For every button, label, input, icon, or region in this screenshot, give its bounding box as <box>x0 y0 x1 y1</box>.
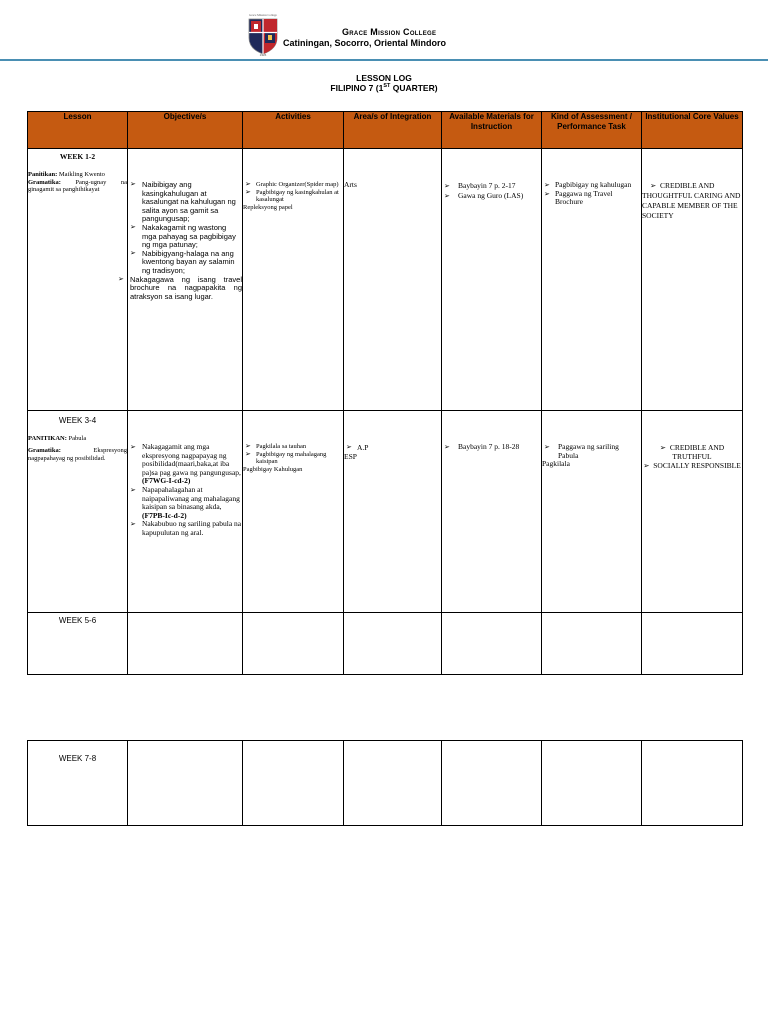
core-values-cell <box>642 411 743 613</box>
list-item: ➢ Pagbibigay ng kahulugan <box>544 180 632 189</box>
objectives-cell <box>128 411 243 613</box>
list-item: ➢ Nakabubuo ng sariling pabula na kapupulutan ng aral. <box>130 519 242 537</box>
arrow-bullet-icon: ➢ <box>544 181 550 189</box>
materials-cell <box>442 741 542 826</box>
gramatika-line: Gramatika: Pang-ugnay na ginagamit sa panghihikayat <box>28 178 128 194</box>
activities-cell <box>243 411 344 613</box>
page-header <box>0 0 768 64</box>
core-values-cell <box>642 149 743 411</box>
activity-extra: Repleksyong papel <box>243 203 293 211</box>
core-value-item: ➢ CREDIBLE AND TRUTHFUL <box>659 443 725 461</box>
activities-list <box>243 181 343 204</box>
assessment-list <box>542 181 641 207</box>
list-item: ➢ Nakagagawa ng isang travel brochure na nagpapakita ng atraksyon sa isang lugar. <box>118 274 242 301</box>
objectives-cell <box>128 741 243 826</box>
assessment-cell <box>542 411 642 613</box>
arrow-bullet-icon: ➢ <box>130 443 136 451</box>
assessment-cell <box>542 613 642 675</box>
integration-cell <box>344 411 442 613</box>
arrow-bullet-icon: ➢ <box>245 442 251 450</box>
list-item: ➢ Naibibigay ang kasingkahulugan at kasalungat na kahulugan ng salita ayon sa gamit sa pangungusap; <box>130 180 236 224</box>
assessment-cell <box>542 741 642 826</box>
objectives-list <box>118 180 242 301</box>
integration-cell <box>344 149 442 411</box>
table-header-row <box>28 112 743 149</box>
gramatika-line: Gramatika: Ekspresyong nagpapahayag ng posibilidad. <box>28 447 127 462</box>
lesson-cell <box>28 149 128 411</box>
week-label: WEEK 7-8 <box>58 754 97 763</box>
materials-cell <box>442 613 542 675</box>
column-header-lesson: Lesson <box>28 112 128 149</box>
integration-cell <box>344 741 442 826</box>
list-item: ➢ Nabibigyang-halaga na ang kwentong bayan ay salamin ng tradisyon; <box>130 248 235 275</box>
list-item: ➢ Paggawa ng sariling Pabula <box>544 442 619 460</box>
column-header-materials: Available Materials for Instruction <box>442 112 542 149</box>
core-values-cell <box>642 741 743 826</box>
lesson-cell <box>28 411 128 613</box>
assessment-list <box>542 443 641 460</box>
lesson-cell <box>28 613 128 675</box>
materials-cell <box>442 411 542 613</box>
list-item: ➢ Graphic Organizer(Spider map) <box>245 180 339 188</box>
week-label: WEEK 3-4 <box>58 416 97 425</box>
arrow-bullet-icon: ➢ <box>118 275 124 283</box>
list-item: ➢ Pagkilala sa tauhan <box>245 442 307 450</box>
list-item: ➢ Pagbibigay ng mahalagang kaisipan <box>245 449 327 465</box>
arrow-bullet-icon: ➢ <box>444 192 450 200</box>
header-divider <box>0 59 768 61</box>
list-item: ➢ Napapahalagahan at naipapaliwanag ang mahalagang kaisipan sa binasang akda, (F7PB-Ic-d-2) <box>130 484 240 520</box>
arrow-bullet-icon: ➢ <box>245 187 251 196</box>
objectives-cell <box>128 613 243 675</box>
school-name: Grace Mission College <box>342 27 437 37</box>
activities-cell <box>243 149 344 411</box>
activity-extra: Pagbibigay Kahulugan <box>243 465 303 473</box>
list-item: ➢ Paggawa ng Travel Brochure <box>544 188 613 207</box>
column-header-assessment: Kind of Assessment / Performance Task <box>542 112 642 149</box>
list-item: ➢ Baybayin 7 p. 18-28 <box>444 442 520 451</box>
lesson-log-table-continued <box>27 740 743 826</box>
college-logo <box>246 12 280 56</box>
materials-cell <box>442 149 542 411</box>
panitikan-line: Panitikan: Maikling Kwento <box>28 171 105 179</box>
arrow-bullet-icon: ➢ <box>130 520 136 529</box>
integration-extra: ESP <box>344 452 357 461</box>
activities-list <box>243 443 343 466</box>
school-address: Catiningan, Socorro, Oriental Mindoro <box>283 38 447 48</box>
core-values-cell <box>642 613 743 675</box>
activities-cell <box>243 613 344 675</box>
objectives-list <box>128 443 242 538</box>
document-title: LESSON LOG <box>356 73 412 83</box>
list-item: ➢ Baybayin 7 p. 2-17 <box>444 181 516 190</box>
column-header-core-values: Institutional Core Values <box>642 112 743 149</box>
document-subtitle: FILIPINO 7 (1ST QUARTER) <box>330 83 438 93</box>
svg-text:Grace Mission College: Grace Mission College <box>249 13 277 17</box>
table-row <box>28 149 743 411</box>
panitikan-line: PANITIKAN: Pabula <box>28 435 87 443</box>
integration-cell <box>344 613 442 675</box>
arrow-bullet-icon: ➢ <box>346 443 352 451</box>
arrow-bullet-icon: ➢ <box>544 189 550 198</box>
objectives-cell <box>118 149 243 411</box>
list-item: ➢ Pagbibigay ng kasingkahulan at kasalungat <box>245 187 339 203</box>
arrow-bullet-icon: ➢ <box>659 443 667 452</box>
integration-item: Arts <box>344 180 357 189</box>
integration-list <box>344 443 441 452</box>
materials-list <box>442 181 541 201</box>
arrow-bullet-icon: ➢ <box>245 449 251 458</box>
arrow-bullet-icon: ➢ <box>544 443 550 451</box>
arrow-bullet-icon: ➢ <box>130 223 136 231</box>
list-item: ➢ A.P <box>346 443 369 452</box>
list-item: ➢ Nakakagamit ng wastong mga pahayag sa pagbibigay ng mga patunay; <box>130 222 236 250</box>
assessment-extra: Pagkilala <box>542 459 570 469</box>
lesson-cell <box>28 741 128 826</box>
core-value-item: ➢ SOCIALLY RESPONSIBLE <box>643 461 741 470</box>
arrow-bullet-icon: ➢ <box>643 461 650 470</box>
week-label: WEEK 1-2 <box>59 152 96 161</box>
lesson-log-table <box>27 111 743 675</box>
arrow-bullet-icon: ➢ <box>650 181 657 190</box>
list-item: ➢ Gawa ng Guro (LAS) <box>444 191 524 200</box>
arrow-bullet-icon: ➢ <box>130 181 136 188</box>
svg-text:1926: 1926 <box>259 53 267 56</box>
column-header-objectives: Objective/s <box>128 112 243 149</box>
assessment-cell <box>542 149 642 411</box>
table-row <box>28 741 743 826</box>
table-row <box>28 411 743 613</box>
arrow-bullet-icon: ➢ <box>444 443 450 451</box>
list-item: ➢ Nakagagamit ang mga ekspresyong nagpapayag ng posibilidad(maari,baka,at iba pa)sa pag gawa ng pangungusap,(F7WG-I-cd-2) <box>130 442 241 486</box>
arrow-bullet-icon: ➢ <box>130 485 136 494</box>
table-row <box>28 613 743 675</box>
activities-cell <box>243 741 344 826</box>
arrow-bullet-icon: ➢ <box>444 182 450 190</box>
core-value-item: ➢ CREDIBLE AND THOUGHTFUL CARING AND CAPABLE MEMBER OF THE SOCIETY <box>642 181 741 220</box>
column-header-integration: Area/s of Integration <box>344 112 442 149</box>
arrow-bullet-icon: ➢ <box>245 180 251 188</box>
arrow-bullet-icon: ➢ <box>130 249 136 257</box>
materials-list <box>442 443 541 451</box>
week-label: WEEK 5-6 <box>58 616 97 625</box>
column-header-activities: Activities <box>243 112 344 149</box>
